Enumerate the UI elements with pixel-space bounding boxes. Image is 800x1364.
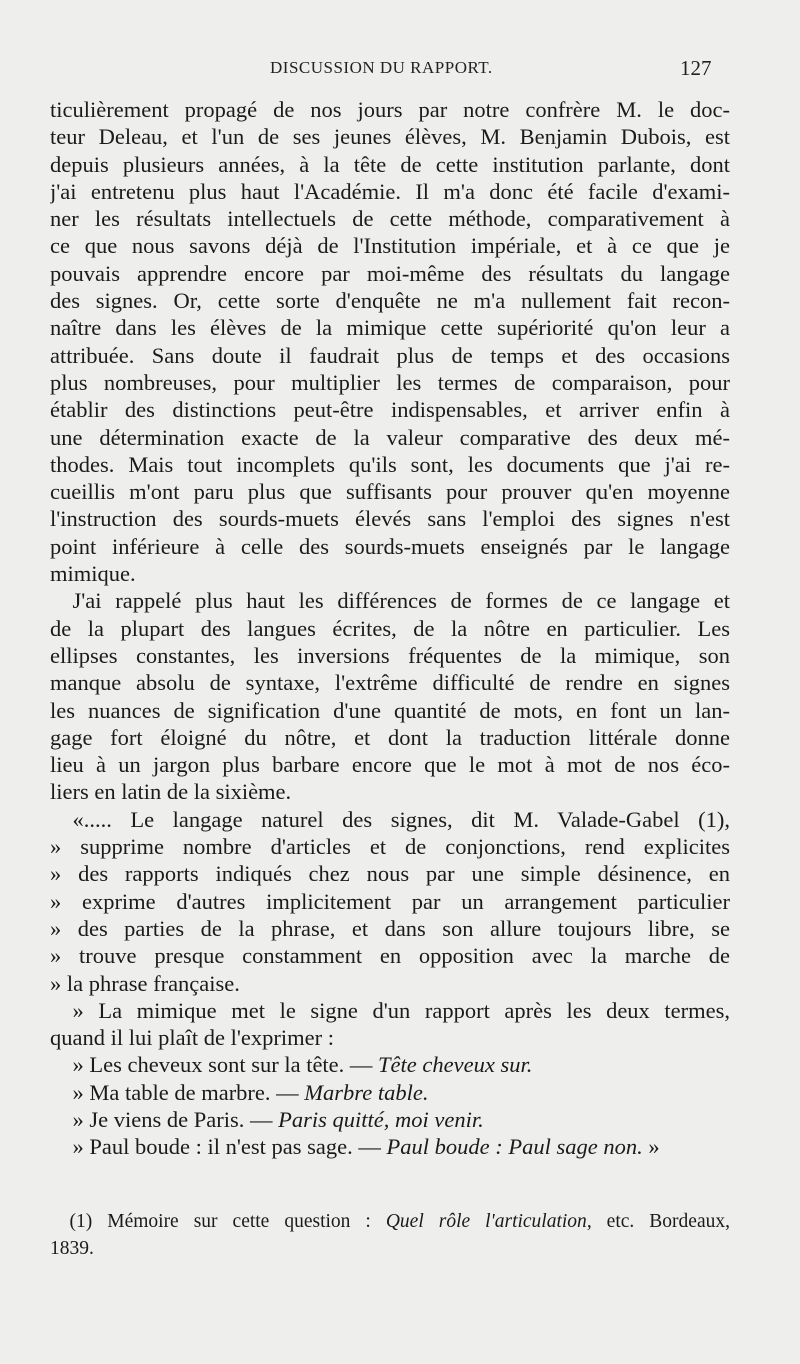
body-line-text: attribuée. Sans doute il faudrait plus de temps et des occasions [50,342,730,368]
body-text [50,96,730,1161]
body-line-text: les nuances de signification d'une quantité de mots, en font un lan- [50,697,730,723]
body-line-italic-text: Paul boude : Paul sage non. [386,1134,643,1160]
body-line-text: » exprime d'autres implicitement par un arrangement particulier [50,888,730,914]
body-line [50,260,730,287]
body-line-text: ce que nous savons déjà de l'Institution impériale, et à ce que je [50,233,730,259]
body-line [50,123,730,150]
body-line [50,1133,730,1160]
body-line [50,942,730,969]
footnote-line [50,1208,730,1235]
body-line [50,560,730,587]
body-line [50,970,730,997]
body-line-text: ticulièrement propagé de nos jours par notre confrère M. le doc- [50,97,730,122]
body-line [50,697,730,724]
page-number: 127 [680,56,712,80]
body-line-text: » La mimique met le signe d'un rapport après les deux termes, [50,997,730,1023]
body-line-text: depuis plusieurs années, à la tête de cette institution parlante, dont [50,151,730,177]
body-line [50,1024,730,1051]
footnote-line-italic-text: Quel rôle l'articulation [385,1211,587,1232]
footnote-line [50,1235,730,1262]
body-line [50,1106,730,1133]
body-line-text: plus nombreuses, pour multiplier les termes de comparaison, pour [50,369,730,395]
body-line-text: une détermination exacte de la valeur comparative des deux mé- [50,424,730,450]
body-line-text: j'ai entretenu plus haut l'Académie. Il m'a donc été facile d'exami- [50,178,730,204]
body-line-text: mimique. [50,561,136,587]
body-line-text: naître dans les élèves de la mimique cette supériorité qu'on leur a [50,315,730,341]
body-line [50,369,730,396]
body-line [50,178,730,205]
body-line [50,533,730,560]
body-line [50,1079,730,1106]
body-line-text: » Je viens de Paris. — [50,1106,279,1132]
body-line [50,478,730,505]
body-line-italic-text: Paris quitté, moi venir. [278,1106,484,1132]
footnote [50,1208,730,1262]
body-line-italic-text: Tête cheveux sur. [378,1052,533,1078]
body-line-text: » Paul boude : il n'est pas sage. — [50,1134,387,1160]
body-line-text: des signes. Or, cette sorte d'enquête ne m'a nullement fait recon- [50,288,730,314]
body-line [50,342,730,369]
body-line-text: ner les résultats intellectuels de cette méthode, comparativement à [50,206,730,232]
body-line-text: thodes. Mais tout incomplets qu'ils sont, les documents que j'ai re- [50,451,730,477]
body-line-text: » des parties de la phrase, et dans son allure toujours libre, se [50,915,730,941]
body-line [50,587,730,614]
body-line [50,505,730,532]
body-line [50,860,730,887]
body-line-text: » trouve presque constamment en opposition avec la marche de [50,943,730,969]
running-title: DISCUSSION DU RAPPORT. [270,58,493,77]
body-line [50,751,730,778]
body-line-text: » des rapports indiqués chez nous par une simple désinence, en [50,861,730,887]
body-line-text: l'instruction des sourds-muets élevés sans l'emploi des signes n'est [50,506,730,532]
body-line [50,888,730,915]
body-line-text: point inférieure à celle des sourds-muets enseignés par le langage [50,533,730,559]
body-line-text: » Ma table de marbre. — [50,1079,305,1105]
body-line [50,287,730,314]
body-line [50,778,730,805]
body-line-text: gage fort éloigné du nôtre, et dont la traduction littérale donne [50,724,730,750]
body-line-text: » supprime nombre d'articles et de conjonctions, rend explicites [50,834,730,860]
body-line [50,724,730,751]
body-line [50,642,730,669]
body-line-text: pouvais apprendre encore par moi-même des résultats du langage [50,260,730,286]
body-line [50,205,730,232]
body-line [50,1051,730,1078]
body-line-text: cueillis m'ont paru plus que suffisants pour prouver qu'en moyenne [50,479,730,505]
body-line [50,669,730,696]
body-line [50,833,730,860]
body-line-text: établir des distinctions peut-être indispensables, et arriver enfin à [50,397,730,423]
body-line [50,424,730,451]
body-line-text: teur Deleau, et l'un de ses jeunes élèves, M. Benjamin Dubois, est [50,124,730,150]
footnote-line-text: (1) Mémoire sur cette question : [50,1211,386,1232]
body-line [50,806,730,833]
body-line [50,96,730,123]
body-line [50,451,730,478]
body-line-tail-text: » [642,1134,660,1160]
body-line-text: manque absolu de syntaxe, l'extrême difficulté de rendre en signes [50,670,730,696]
body-line [50,314,730,341]
footnote-line-text: 1839. [50,1238,94,1259]
body-line-text: » la phrase française. [50,970,240,996]
body-line-text: liers en latin de la sixième. [50,779,292,805]
body-line [50,232,730,259]
body-line [50,915,730,942]
body-line [50,151,730,178]
body-line-text: lieu à un jargon plus barbare encore que le mot à mot de nos éco- [50,752,730,778]
body-line [50,396,730,423]
footnote-line-tail-text: , etc. Bordeaux, [586,1211,730,1232]
body-line-italic-text: Marbre table. [304,1079,429,1105]
body-line-text: ellipses constantes, les inversions fréquentes de la mimique, son [50,642,730,668]
body-line-text: «..... Le langage naturel des signes, dit M. Valade-Gabel (1), [50,806,730,832]
body-line-text: quand il lui plaît de l'exprimer : [50,1025,334,1051]
body-line [50,997,730,1024]
body-line [50,615,730,642]
body-line-text: » Les cheveux sont sur la tête. — [50,1052,379,1078]
body-line-text: de la plupart des langues écrites, de la nôtre en particulier. Les [50,615,730,641]
body-line-text: J'ai rappelé plus haut les différences de formes de ce langage et [50,588,730,614]
